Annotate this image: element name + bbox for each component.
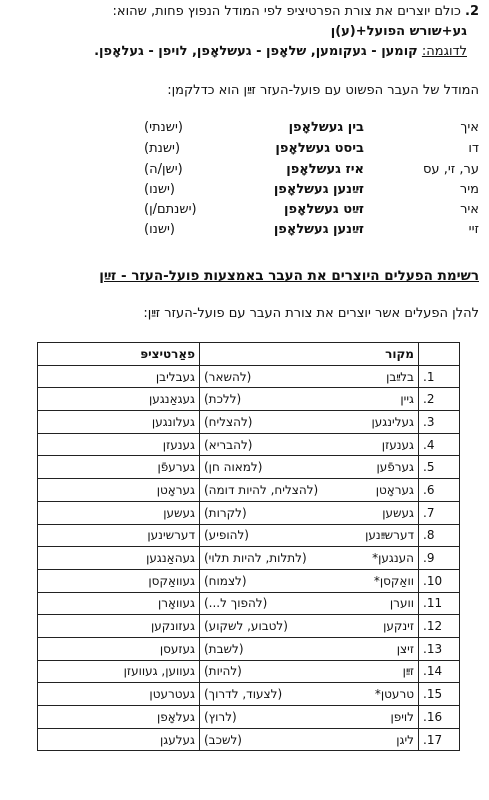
verb-infinitive: הענגען* bbox=[372, 551, 414, 566]
verb-gloss: (להבריא) bbox=[204, 437, 253, 452]
table-row bbox=[38, 706, 460, 729]
table-row bbox=[38, 388, 460, 411]
verb-infinitive: דערשײַנען bbox=[365, 528, 414, 543]
example-line bbox=[94, 44, 467, 59]
conj-gloss: (ישנתי) bbox=[144, 120, 183, 135]
verb-infinitive: געראָטן bbox=[375, 482, 414, 497]
row-source bbox=[200, 637, 419, 660]
row-number: 6. bbox=[419, 479, 460, 502]
row-number: 14. bbox=[419, 660, 460, 683]
row-participle: געבליבן bbox=[38, 365, 200, 388]
verb-gloss: (למאוה חן) bbox=[204, 460, 263, 475]
row-participle: גערעפֿן bbox=[38, 456, 200, 479]
verb-infinitive: וואַקסן* bbox=[373, 573, 414, 588]
verb-gloss: (לתלות, להיות תלוי) bbox=[204, 551, 307, 566]
verb-gloss: (ללכת) bbox=[204, 392, 242, 407]
conj-form: בין געשלאָפן bbox=[288, 120, 364, 135]
row-number: 16. bbox=[419, 706, 460, 729]
table-row bbox=[38, 479, 460, 502]
verb-gloss: (לטבוע, לשקוע) bbox=[204, 619, 288, 634]
row-number: 15. bbox=[419, 683, 460, 706]
row-source bbox=[200, 456, 419, 479]
conj-pronoun: ער, זי, עס bbox=[423, 162, 479, 177]
row-number: 3. bbox=[419, 411, 460, 434]
conj-gloss: (ישנו) bbox=[144, 182, 176, 197]
row-source bbox=[200, 524, 419, 547]
row-participle: דערשינען bbox=[38, 524, 200, 547]
row-source bbox=[200, 615, 419, 638]
conj-form: זײַט געשלאָפן bbox=[284, 202, 364, 217]
conj-form: זײַנען געשלאָפן bbox=[273, 222, 364, 237]
conj-pronoun: זיי bbox=[468, 222, 479, 237]
verb-gloss: (להיות) bbox=[204, 664, 242, 679]
row-source bbox=[200, 501, 419, 524]
verb-infinitive: זינקען bbox=[383, 619, 414, 634]
row-source bbox=[200, 592, 419, 615]
verb-gloss: (לרוץ) bbox=[204, 709, 237, 724]
verb-gloss: (לשכב) bbox=[204, 732, 242, 747]
verb-infinitive: געשען bbox=[382, 505, 414, 520]
conj-form: איז געשלאָפן bbox=[286, 162, 364, 177]
participle-formula: גע+שורש הפועל+(ע)ן bbox=[330, 24, 467, 39]
verb-gloss: (להופיע) bbox=[204, 528, 249, 543]
conj-pronoun: איך bbox=[460, 120, 479, 135]
table-row bbox=[38, 683, 460, 706]
row-participle: געזונקען bbox=[38, 615, 200, 638]
row-number: 11. bbox=[419, 592, 460, 615]
table-row bbox=[38, 365, 460, 388]
row-number: 12. bbox=[419, 615, 460, 638]
verb-infinitive: טרעטן* bbox=[374, 687, 414, 702]
row-source bbox=[200, 365, 419, 388]
verb-gloss: (להצליח, להיות דומה) bbox=[204, 482, 319, 497]
conj-form: זײַנען געשלאָפן bbox=[273, 182, 364, 197]
participle-header: פאַרטיציפּ bbox=[38, 343, 200, 366]
row-number: 17. bbox=[419, 728, 460, 751]
row-participle: גענעזן bbox=[38, 433, 200, 456]
row-participle: געלעגן bbox=[38, 728, 200, 751]
row-participle: געווען, געוועזן bbox=[38, 660, 200, 683]
row-number: 2. bbox=[419, 388, 460, 411]
verb-infinitive: בלײַבן bbox=[386, 369, 414, 384]
row-participle: געזעסן bbox=[38, 637, 200, 660]
table-row bbox=[38, 637, 460, 660]
table-row bbox=[38, 660, 460, 683]
row-participle: געוואָרן bbox=[38, 592, 200, 615]
conj-gloss: (ישן/ה) bbox=[144, 162, 183, 177]
row-source bbox=[200, 547, 419, 570]
verb-infinitive: ליגן bbox=[396, 732, 414, 747]
table-row bbox=[38, 524, 460, 547]
row-number: 8. bbox=[419, 524, 460, 547]
conj-pronoun: דו bbox=[468, 141, 479, 156]
row-number: 9. bbox=[419, 547, 460, 570]
conj-gloss: (ישנו) bbox=[144, 222, 176, 237]
verb-gloss: (לשבת) bbox=[204, 641, 244, 656]
verbs-table bbox=[37, 342, 460, 751]
example-label: לדוגמה: bbox=[421, 44, 467, 59]
verb-infinitive: ווערן bbox=[389, 596, 414, 611]
verb-gloss: (לצמוח) bbox=[204, 573, 247, 588]
table-header-row bbox=[38, 343, 460, 366]
row-number: 7. bbox=[419, 501, 460, 524]
verb-infinitive: גערפֿען bbox=[376, 460, 414, 475]
row-participle: געוואַקסן bbox=[38, 569, 200, 592]
conj-gloss: (ישנת) bbox=[144, 141, 181, 156]
row-participle: געלאָפן bbox=[38, 706, 200, 729]
table-row bbox=[38, 501, 460, 524]
table-row bbox=[38, 569, 460, 592]
row-source bbox=[200, 479, 419, 502]
row-source bbox=[200, 660, 419, 683]
table-row bbox=[38, 592, 460, 615]
list-intro: להלן הפעלים אשר יוצרים את צורת העבר עם פועל-העזר זײַן: bbox=[143, 306, 479, 321]
row-source bbox=[200, 569, 419, 592]
verb-infinitive: זיצן bbox=[396, 641, 414, 656]
row-participle: געטרעטן bbox=[38, 683, 200, 706]
num-header bbox=[419, 343, 460, 366]
conj-gloss: (ישנתם/ן) bbox=[144, 202, 197, 217]
row-number: 5. bbox=[419, 456, 460, 479]
example-text: קומען - געקומען, שלאָפן - געשלאָפן, לויפן - געלאָפן. bbox=[94, 44, 418, 59]
row-number: 10. bbox=[419, 569, 460, 592]
verb-infinitive: גיין bbox=[400, 392, 414, 407]
verb-infinitive: לויפן bbox=[390, 709, 414, 724]
table-row bbox=[38, 615, 460, 638]
conj-pronoun: איר bbox=[460, 202, 479, 217]
row-number: 13. bbox=[419, 637, 460, 660]
conj-form: ביסט געשלאָפן bbox=[275, 141, 364, 156]
model-intro: המודל של העבר הפשוט עם פועל-העזר זײַן הוא כדלקמן: bbox=[167, 83, 479, 98]
row-source bbox=[200, 411, 419, 434]
list-heading: רשימת הפעלים היוצרים את העבר באמצעות פועל-העזר - זײַן bbox=[99, 268, 479, 284]
row-source bbox=[200, 433, 419, 456]
row-participle: געגאַנגען bbox=[38, 388, 200, 411]
verb-gloss: (להשאר) bbox=[204, 369, 252, 384]
row-number: 1. bbox=[419, 365, 460, 388]
source-header: מקור bbox=[200, 343, 419, 366]
table-row bbox=[38, 456, 460, 479]
verb-infinitive: גענעזן bbox=[381, 437, 414, 452]
row-source bbox=[200, 706, 419, 729]
row-number: 4. bbox=[419, 433, 460, 456]
row-source bbox=[200, 683, 419, 706]
verb-gloss: (להצליח) bbox=[204, 414, 253, 429]
verb-gloss: (לצעוד, לדרוך) bbox=[204, 687, 283, 702]
verb-infinitive: געלינגען bbox=[371, 414, 414, 429]
table-row bbox=[38, 411, 460, 434]
section-number: 2. bbox=[465, 4, 479, 19]
row-source bbox=[200, 728, 419, 751]
row-participle: געלונגען bbox=[38, 411, 200, 434]
row-participle: געשען bbox=[38, 501, 200, 524]
table-row bbox=[38, 433, 460, 456]
row-participle: געראָטן bbox=[38, 479, 200, 502]
table-row bbox=[38, 547, 460, 570]
section-2-line-1 bbox=[113, 4, 479, 19]
section-2-text: כולם יוצרים את צורת הפרטיציפ לפי המודל הנפוץ פחות, שהוא: bbox=[112, 4, 461, 19]
conj-pronoun: מיר bbox=[459, 182, 479, 197]
row-source bbox=[200, 388, 419, 411]
verb-infinitive: זײַן bbox=[402, 664, 414, 679]
row-participle: געהאַנגען bbox=[38, 547, 200, 570]
verb-gloss: (לקרות) bbox=[204, 505, 247, 520]
verb-gloss: (להפוך ל...) bbox=[204, 596, 268, 611]
table-row bbox=[38, 728, 460, 751]
